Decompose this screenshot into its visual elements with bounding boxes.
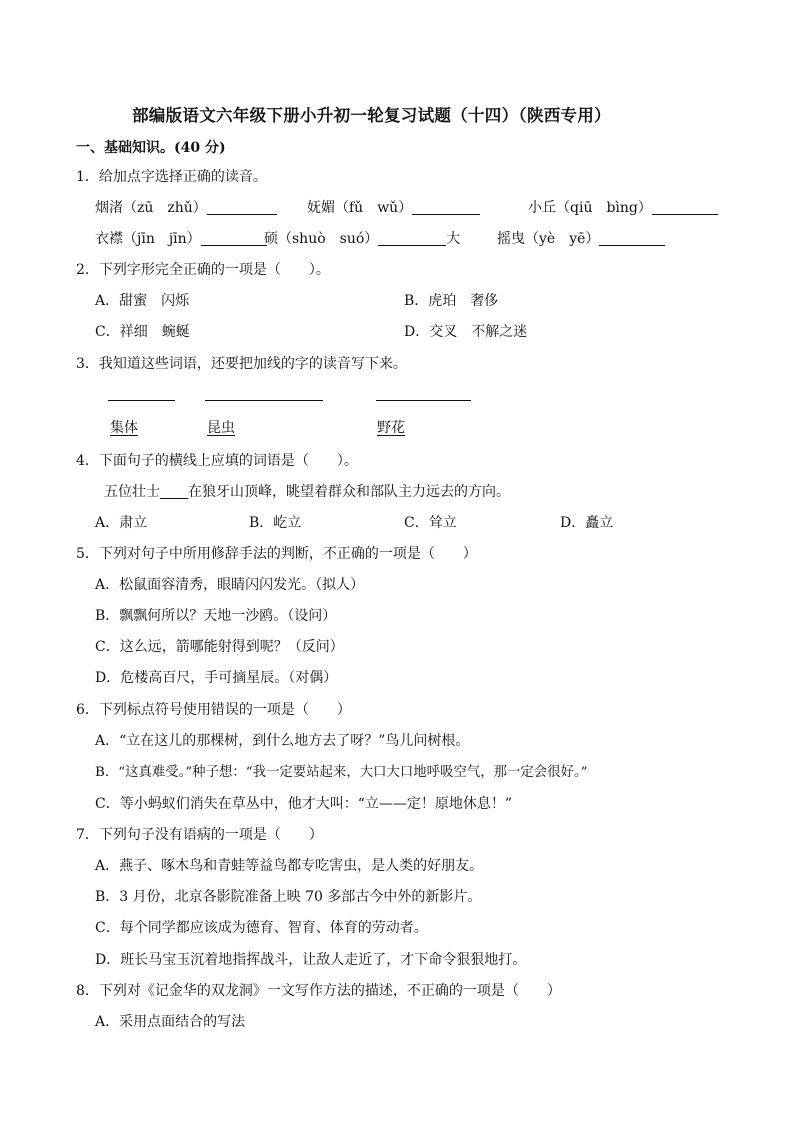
pinyin-blank-3[interactable] (376, 400, 471, 401)
answer-blank[interactable] (207, 200, 277, 215)
q5-option-b[interactable]: B．飘飘何所以？天地一沙鸥。（设问） (95, 608, 337, 624)
question-5-stem: 5．下列对句子中所用修辞手法的判断，不正确的一项是（ ） (76, 546, 477, 562)
q4-sentence-after: 在狼牙山顶峰，眺望着群众和部队主力远去的方向。 (188, 484, 510, 500)
question-8-stem: 8．下列对《记金华的双龙洞》一文写作方法的描述，不正确的一项是（ ） (76, 983, 561, 999)
q1-item-3-text: 小丘（qiū bìng） (528, 200, 652, 216)
q1-item-1 (95, 199, 277, 217)
q5-option-a[interactable]: A．松鼠面容清秀，眼睛闪闪发光。（拟人） (95, 577, 365, 593)
q1-item-4-text: 衣襟（jīn jīn） (95, 231, 201, 247)
q1-item-2 (307, 199, 480, 217)
q7-option-b[interactable]: B．3 月份，北京各影院准备上映 70 多部古今中外的新影片。 (95, 889, 482, 905)
q1-item-5-text: 硕（shuò suó） (264, 231, 379, 247)
q3-word-2-text: 昆虫 (207, 420, 235, 436)
q1-item-6-text: 摇曳（yè yē） (497, 231, 600, 247)
q5-option-c[interactable]: C．这么远，箭哪能射得到呢？（反问） (95, 639, 344, 655)
q8-option-a[interactable]: A．采用点面结合的写法 (95, 1014, 246, 1030)
q1-item-2-text: 妩媚（fǔ wǔ） (307, 200, 413, 216)
q2-option-b[interactable]: B．虎珀 奢侈 (404, 293, 499, 309)
q7-option-c[interactable]: C．每个同学都应该成为德育、智育、体育的劳动者。 (95, 920, 428, 936)
question-3-stem: 3．我知道这些词语，还要把加线的字的读音写下来。 (76, 356, 407, 372)
answer-blank[interactable] (378, 231, 446, 246)
q2-option-a[interactable]: A．甜蜜 闪烁 (95, 293, 190, 309)
pinyin-blank-1[interactable] (108, 400, 175, 401)
q1-item-1-text: 烟渚（zū zhǔ） (95, 200, 207, 216)
q1-item-5 (264, 230, 460, 248)
q4-option-c[interactable]: C．耸立 (404, 515, 457, 531)
question-4-stem: 4．下面句子的横线上应填的词语是（ ）。 (76, 453, 358, 469)
answer-blank[interactable] (412, 200, 480, 215)
answer-blank[interactable] (160, 484, 188, 499)
q7-option-d[interactable]: D．班长马宝玉沉着地指挥战斗，让敌人走近了，才下命令狠狠地打。 (95, 952, 527, 968)
q3-word-1-text: 集体 (110, 420, 138, 436)
answer-blank[interactable] (201, 231, 267, 246)
q4-sentence-before: 五位壮士 (104, 484, 160, 500)
q5-option-d[interactable]: D．危楼高百尺，手可摘星辰。（对偶） (95, 670, 338, 686)
pinyin-blank-2[interactable] (205, 400, 323, 401)
q6-option-c[interactable]: C．等小蚂蚁们消失在草丛中，他才大叫：“立——定！原地休息！” (95, 796, 513, 812)
q7-option-a[interactable]: A．燕子、啄木鸟和青蛙等益鸟都专吃害虫，是人类的好朋友。 (95, 858, 484, 874)
q1-item-4 (95, 230, 267, 248)
question-2-stem: 2．下列字形完全正确的一项是（ ）。 (76, 262, 330, 278)
q1-item-3 (528, 199, 718, 217)
q4-option-d[interactable]: D．矗立 (560, 515, 614, 531)
q6-option-a[interactable]: A．“立在这儿的那棵树，到什么地方去了呀？”鸟儿问树根。 (95, 733, 470, 749)
q3-word-1 (110, 419, 138, 437)
q3-word-3 (377, 419, 405, 437)
section-heading: 一、基础知识。(40 分) (76, 140, 226, 156)
q3-word-2 (207, 419, 235, 437)
q3-word-3-text: 野花 (377, 420, 405, 436)
answer-blank[interactable] (652, 200, 718, 215)
question-1-stem: 1．给加点字选择正确的读音。 (76, 169, 267, 185)
question-6-stem: 6．下列标点符号使用错误的一项是（ ） (76, 702, 351, 718)
q2-option-d[interactable]: D．交叉 不解之迷 (404, 324, 528, 340)
answer-blank[interactable] (599, 231, 665, 246)
q1-item-6 (497, 230, 665, 248)
q4-sentence (104, 483, 510, 501)
question-7-stem: 7．下列句子没有语病的一项是（ ） (76, 827, 323, 843)
q4-option-b[interactable]: B．屹立 (249, 515, 302, 531)
page-title: 部编版语文六年级下册小升初一轮复习试题（十四）（陕西专用） (132, 106, 611, 125)
q2-option-c[interactable]: C．祥细 蜿蜒 (95, 324, 190, 340)
q6-option-b[interactable]: B．“这真难受。”种子想：“我一定要站起来，大口大口地呼吸空气，那一定会很好。” (95, 765, 588, 780)
q1-item-5-suffix: 大 (446, 231, 461, 247)
q4-option-a[interactable]: A．肃立 (95, 515, 148, 531)
